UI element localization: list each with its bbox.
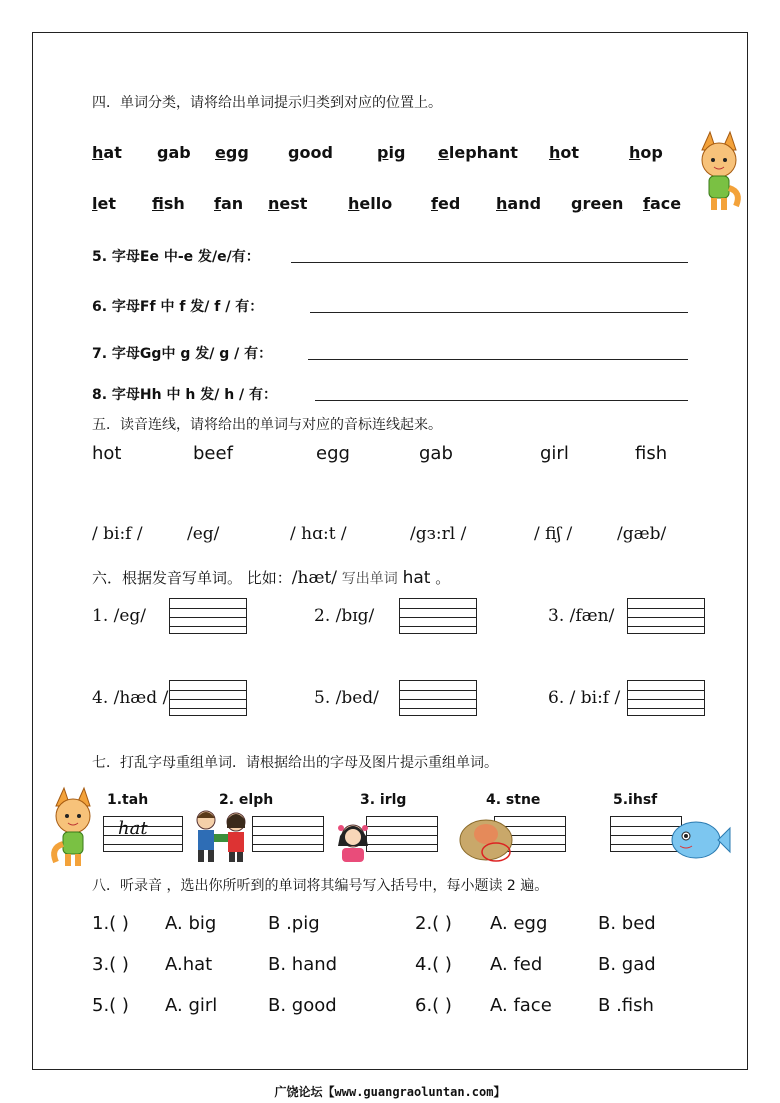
q5-label: 5. 字母Ee 中-e 发/e/有： [92, 249, 260, 265]
word-first-letter: h [629, 143, 641, 162]
match-word[interactable]: hot [92, 443, 122, 464]
word-item [549, 143, 579, 162]
section-7-title: 七．打乱字母重组单词．请根据给出的字母及图片提示重组单词。 [92, 755, 498, 771]
word-item [288, 143, 333, 162]
answer-bracket[interactable]: 3.( ) [92, 954, 129, 975]
word-rest: gg [225, 143, 249, 162]
fox-cartoon-icon [44, 786, 100, 870]
word-first-letter: h [92, 143, 104, 162]
word-rest: ot [560, 143, 580, 162]
word-item [157, 143, 191, 162]
word-item [92, 143, 122, 162]
writing-line [628, 617, 704, 618]
option-a: A.hat [165, 954, 213, 975]
word-item [629, 143, 663, 162]
scrambled-letters: 2. elph [219, 792, 274, 808]
word-rest: ig [388, 143, 406, 162]
footer-text: 广饶论坛【www.guangraoluntan.com】 [274, 1085, 506, 1099]
answer-box[interactable] [252, 816, 324, 852]
section-8-title: 八．听录音 ，选出你所听到的单词将其编号写入括号中，每小题读 2 遍。 [92, 878, 549, 894]
writing-line [400, 617, 476, 618]
phonetic-prompt: 5. /bed/ [314, 688, 379, 708]
answer-bracket[interactable]: 2.( ) [415, 913, 452, 934]
writing-line [628, 626, 704, 627]
phonetic-prompt: 4. /hæd / [92, 688, 169, 708]
answer-bracket[interactable]: 1.( ) [92, 913, 129, 934]
word-rest: ood [299, 143, 333, 162]
writing-line [400, 608, 476, 609]
writing-line [628, 699, 704, 700]
word-first-letter: f [431, 194, 438, 213]
word-first-letter: h [549, 143, 561, 162]
word-first-letter: n [268, 194, 280, 213]
writing-line [400, 626, 476, 627]
option-b: B. good [268, 995, 337, 1016]
option-b: B. bed [598, 913, 656, 934]
word-rest: lephant [448, 143, 518, 162]
section-6-title-main: 六．根据发音写单词。 比如： [92, 569, 292, 587]
word-first-letter: f [152, 194, 164, 213]
writing-line [170, 626, 246, 627]
word-rest: est [279, 194, 308, 213]
word-rest: at [103, 143, 122, 162]
word-rest: reen [582, 194, 624, 213]
writing-line [253, 835, 323, 836]
writing-line [170, 617, 246, 618]
scrambled-letters: 4. stne [486, 792, 541, 808]
word-rest: ace [649, 194, 682, 213]
phonetic-prompt: 2. /bɪg/ [314, 606, 375, 626]
option-a: A. face [490, 995, 552, 1016]
word-rest: ab [168, 143, 191, 162]
writing-line [628, 608, 704, 609]
writing-line [628, 690, 704, 691]
section-6-title [92, 567, 450, 588]
word-item [152, 194, 185, 213]
writing-line [253, 844, 323, 845]
word-rest: ello [359, 194, 393, 213]
word-first-letter: e [215, 143, 226, 162]
match-word[interactable]: beef [193, 443, 233, 464]
phonetic-prompt: 6. / bi:f / [548, 688, 621, 708]
example-instruction: 写出单词 [341, 571, 398, 587]
word-rest: op [640, 143, 663, 162]
word-first-letter: e [438, 143, 449, 162]
girl-icon [326, 822, 380, 862]
example-answer: hat [118, 818, 148, 839]
word-item [268, 194, 307, 213]
word-item [92, 194, 116, 213]
word-item [348, 194, 392, 213]
answer-box[interactable] [169, 598, 247, 634]
example-end: 。 [435, 569, 451, 587]
word-first-letter: l [92, 194, 98, 213]
answer-box[interactable] [399, 680, 477, 716]
word-item [215, 143, 249, 162]
q6-label: 6. 字母Ff 中 f 发/ f / 有： [92, 299, 264, 315]
example-phonetic: /hæt/ [291, 568, 337, 588]
answer-box[interactable] [627, 598, 705, 634]
writing-line [170, 699, 246, 700]
word-first-letter: p [377, 143, 389, 162]
match-phonetic[interactable]: / fiʃ / [534, 524, 573, 544]
q8-answer-line[interactable] [315, 400, 688, 401]
example-word: hat [402, 568, 431, 588]
match-word[interactable]: gab [419, 443, 453, 464]
answer-box[interactable] [399, 598, 477, 634]
q8-label: 8. 字母Hh 中 h 发/ h / 有： [92, 387, 278, 403]
word-first-letter: g [571, 194, 583, 213]
word-rest: ish [163, 194, 185, 213]
scrambled-letters: 3. irlg [360, 792, 407, 808]
writing-line [400, 699, 476, 700]
answer-bracket[interactable]: 6.( ) [415, 995, 452, 1016]
word-item [438, 143, 518, 162]
phonetic-prompt: 1. /eg/ [92, 606, 147, 626]
word-first-letter: h [348, 194, 360, 213]
q5-answer-line[interactable] [291, 262, 688, 263]
option-a: A. big [165, 913, 217, 934]
nest-with-egg-icon [458, 810, 514, 864]
word-rest: ed [437, 194, 461, 213]
word-rest: and [507, 194, 542, 213]
word-first-letter: g [288, 143, 300, 162]
option-b: B. gad [598, 954, 656, 975]
fox-cartoon-icon [692, 130, 744, 214]
q7-label: 7. 字母Gg中 g 发/ g / 有： [92, 346, 273, 362]
q7-answer-line[interactable] [308, 359, 688, 360]
option-a: A. fed [490, 954, 543, 975]
word-first-letter: g [157, 143, 169, 162]
match-phonetic[interactable]: / bi:f / [92, 524, 143, 544]
answer-box[interactable] [627, 680, 705, 716]
match-phonetic[interactable]: / hɑ:t / [290, 524, 347, 544]
word-rest: et [97, 194, 116, 213]
word-first-letter: f [214, 194, 221, 213]
option-a: A. girl [165, 995, 218, 1016]
section-4-title: 四．单词分类，请将给出单词提示归类到对应的位置上。 [92, 95, 442, 111]
writing-line [400, 690, 476, 691]
fish-icon [666, 814, 732, 864]
writing-line [170, 690, 246, 691]
word-item [377, 143, 405, 162]
word-item [643, 194, 681, 213]
writing-line [104, 844, 182, 845]
option-b: B .fish [598, 995, 654, 1016]
option-a: A. egg [490, 913, 548, 934]
match-word[interactable]: egg [316, 443, 350, 464]
people-handing-book-icon [188, 808, 254, 864]
match-word[interactable]: fish [635, 443, 668, 464]
word-item [431, 194, 460, 213]
answer-bracket[interactable]: 5.( ) [92, 995, 129, 1016]
word-item [496, 194, 541, 213]
word-rest: an [220, 194, 244, 213]
writing-line [170, 608, 246, 609]
match-phonetic[interactable]: /eg/ [187, 524, 220, 544]
writing-line [170, 708, 246, 709]
writing-line [400, 708, 476, 709]
q6-answer-line[interactable] [310, 312, 688, 313]
answer-bracket[interactable]: 4.( ) [415, 954, 452, 975]
match-word[interactable]: girl [540, 443, 569, 464]
word-item [214, 194, 243, 213]
match-phonetic[interactable]: /gз:rl / [410, 524, 467, 544]
option-b: B. hand [268, 954, 338, 975]
word-item [571, 194, 623, 213]
writing-line [628, 708, 704, 709]
scrambled-letters: 1.tah [107, 792, 149, 808]
word-first-letter: h [496, 194, 508, 213]
option-b: B .pig [268, 913, 320, 934]
word-first-letter: f [643, 194, 650, 213]
answer-box[interactable] [169, 680, 247, 716]
section-5-title: 五．读音连线，请将给出的单词与对应的音标连线起来。 [92, 417, 442, 433]
scrambled-letters: 5.ihsf [613, 792, 658, 808]
writing-line [253, 826, 323, 827]
match-phonetic[interactable]: /gæb/ [617, 524, 667, 544]
phonetic-prompt: 3. /fæn/ [548, 606, 615, 626]
